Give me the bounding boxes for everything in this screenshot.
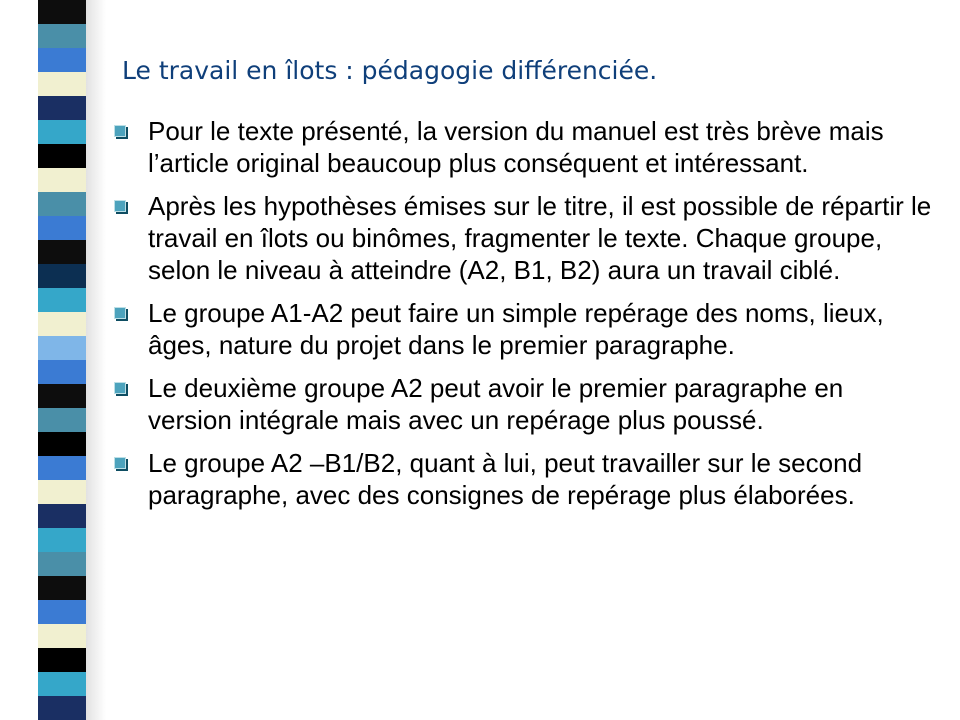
bullet-item xyxy=(114,190,934,286)
stripe-segment xyxy=(38,432,86,456)
stripe-segment xyxy=(38,312,86,336)
stripe-segment xyxy=(38,384,86,408)
bullet-text: Le groupe A2 –B1/B2, quant à lui, peut travailler sur le second paragraphe, avec des consignes de repérage plus élaborées. xyxy=(148,448,863,510)
stripe-segment xyxy=(38,480,86,504)
bullet-text: Après les hypothèses émises sur le titre, il est possible de répartir le travail en îlots ou binômes, fragmenter le texte. Chaque groupe, selon le niveau à atteindre (A2, B1, B2) aura un travail ciblé. xyxy=(148,191,932,285)
stripe-segment xyxy=(38,96,86,120)
stripe-segment xyxy=(38,600,86,624)
stripe-segment xyxy=(38,336,86,360)
stripe-segment xyxy=(38,624,86,648)
stripe-segment xyxy=(38,120,86,144)
square-bullet-icon xyxy=(114,200,126,212)
stripe-segment xyxy=(38,264,86,288)
stripe-segment xyxy=(38,72,86,96)
stripe-segment xyxy=(38,672,86,696)
stripe-segment xyxy=(38,48,86,72)
stripe-segment xyxy=(38,696,86,720)
bullet-list xyxy=(114,115,934,522)
square-bullet-icon xyxy=(114,457,126,469)
stripe-segment xyxy=(38,552,86,576)
slide-title: Le travail en îlots : pédagogie différenciée. xyxy=(122,56,658,85)
stripe-shadow xyxy=(86,0,106,720)
stripe-segment xyxy=(38,0,86,24)
bullet-item xyxy=(114,372,934,436)
stripe-segment xyxy=(38,360,86,384)
bullet-item xyxy=(114,297,934,361)
stripe-segment xyxy=(38,576,86,600)
decorative-stripe-bar xyxy=(38,0,86,720)
stripe-segment xyxy=(38,456,86,480)
stripe-segment xyxy=(38,192,86,216)
bullet-text: Le groupe A1-A2 peut faire un simple repérage des noms, lieux, âges, nature du projet dans le premier paragraphe. xyxy=(148,298,884,360)
bullet-item xyxy=(114,447,934,511)
stripe-segment xyxy=(38,24,86,48)
bullet-text: Le deuxième groupe A2 peut avoir le premier paragraphe en version intégrale mais avec un repérage plus poussé. xyxy=(148,373,844,435)
stripe-segment xyxy=(38,408,86,432)
stripe-segment xyxy=(38,288,86,312)
stripe-segment xyxy=(38,504,86,528)
stripe-segment xyxy=(38,648,86,672)
stripe-segment xyxy=(38,216,86,240)
stripe-segment xyxy=(38,168,86,192)
bullet-text: Pour le texte présenté, la version du manuel est très brève mais l’article original beaucoup plus conséquent et intéressant. xyxy=(148,116,884,178)
stripe-segment xyxy=(38,144,86,168)
stripe-segment xyxy=(38,528,86,552)
stripe-segment xyxy=(38,240,86,264)
square-bullet-icon xyxy=(114,125,126,137)
square-bullet-icon xyxy=(114,382,126,394)
bullet-item xyxy=(114,115,934,179)
square-bullet-icon xyxy=(114,307,126,319)
